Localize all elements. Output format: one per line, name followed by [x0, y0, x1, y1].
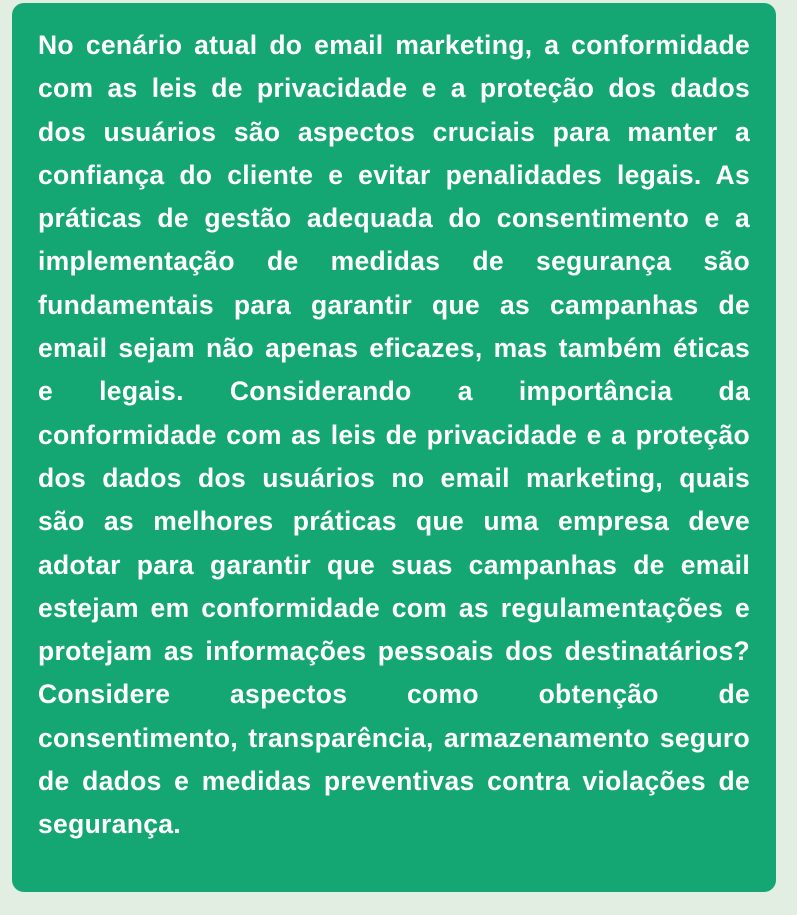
message-text: No cenário atual do email marketing, a conformidade com as leis de privacidade e a proteção dos dados dos usuários são aspectos cruciais para manter a confiança do cliente e evitar penalidades legais. As práticas de gestão adequada do consentimento e a implementação de medidas de segurança são fundamentais para garantir que as campanhas de email sejam não apenas eficazes, mas também éticas e legais. Considerando a importância da conformidade com as leis de privacidade e a proteção dos dados dos usuários no email marketing, quais são as melhores práticas que uma empresa deve adotar para garantir que suas campanhas de email estejam em conformidade com as regulamentações e protejam as informações pessoais dos destinatários? Considere aspectos como obtenção de consentimento, transparência, armazenamento seguro de dados e medidas preventivas contra violações de segurança.	[38, 30, 750, 840]
message-card	[12, 3, 776, 892]
